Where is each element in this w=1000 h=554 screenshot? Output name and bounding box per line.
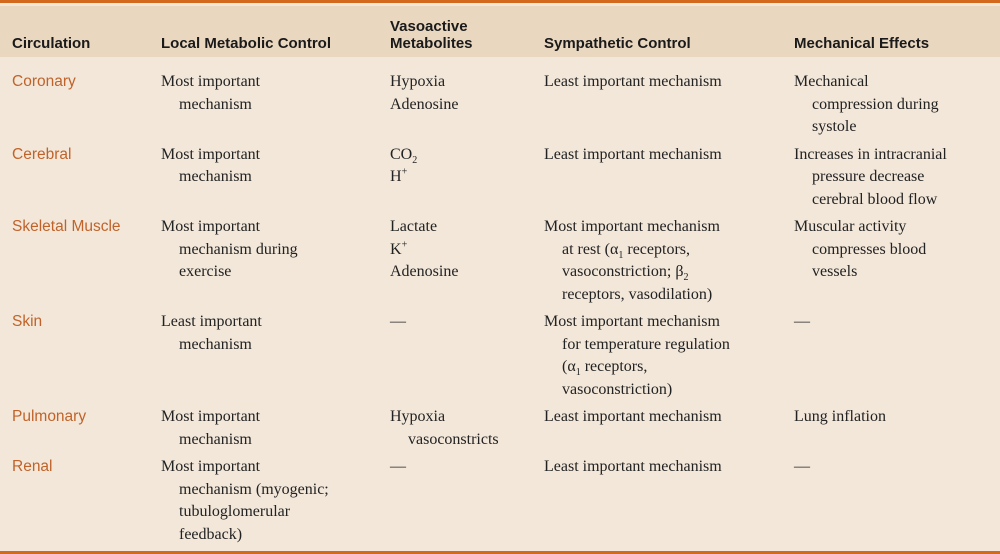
mechanical-cell: Increases in intracranial pressure decrease cerebral blood flow: [794, 145, 947, 208]
circulation-name: Pulmonary: [12, 408, 87, 425]
vaso-metabolites-cell: —: [390, 458, 406, 475]
sympathetic-cell: Most important mechanism at rest ($\alpha_1$ receptors, vasoconstriction; $\beta_2$ receptors, vasodilation): [544, 218, 720, 303]
sympathetic-cell: Least important mechanism: [544, 73, 722, 90]
table-row-skeletal-muscle: [0, 216, 1000, 311]
local-control-cell: Least important mechanism: [161, 313, 262, 353]
circulation-name: Coronary: [12, 73, 76, 90]
local-control-cell: Most important mechanism: [161, 73, 261, 113]
header-mechanical-effects: Mechanical Effects: [794, 35, 930, 52]
mechanical-cell: —: [794, 458, 810, 475]
vaso-metabolites-cell: Hypoxia Adenosine: [390, 73, 459, 113]
local-control-cell: Most important mechanism: [161, 408, 261, 448]
circulation-name: Skeletal Muscle: [12, 218, 121, 235]
header-circulation: Circulation: [12, 35, 91, 52]
header-vaso-line-2: Metabolites: [390, 35, 473, 52]
circulation-control-table: [0, 6, 1000, 551]
table-row-cerebral: [0, 144, 1000, 217]
header-vaso-line-1: Vasoactive: [390, 18, 468, 35]
local-control-cell: Most important mechanism during exercise: [161, 218, 298, 280]
sympathetic-cell: Least important mechanism: [544, 145, 722, 163]
sympathetic-cell: Most important mechanism for temperature regulation ($\alpha_1$ receptors, vasoconstriction): [544, 313, 730, 398]
table-row-skin: [0, 311, 1000, 406]
mechanical-cell: —: [794, 313, 810, 330]
local-control-cell: Most important mechanism (myogenic; tubuloglomerular feedback): [161, 458, 329, 543]
vaso-metabolites-cell: Lactate K+ Adenosine: [390, 218, 459, 280]
vaso-metabolites-cell: $CO_2$ H+: [390, 145, 418, 185]
sympathetic-cell: Least important mechanism: [544, 458, 722, 475]
circulation-name: Renal: [12, 458, 53, 475]
mechanical-cell: Lung inflation: [794, 408, 886, 425]
table-row-pulmonary: [0, 406, 1000, 456]
circulation-name: Cerebral: [12, 145, 72, 163]
mechanical-cell: Muscular activity compresses blood vessels: [794, 218, 927, 280]
mechanical-cell: Mechanical compression during systole: [794, 73, 939, 135]
header-sympathetic-control: Sympathetic Control: [544, 35, 691, 52]
header-vasoactive-metabolites: [390, 6, 544, 57]
circulation-name: Skin: [12, 313, 43, 330]
header-row: [0, 6, 1000, 57]
vaso-metabolites-cell: Hypoxia vasoconstricts: [390, 408, 499, 448]
sympathetic-cell: Least important mechanism: [544, 408, 722, 425]
table-row-renal: [0, 456, 1000, 551]
header-local-metabolic-control: Local Metabolic Control: [161, 35, 332, 52]
vaso-metabolites-cell: —: [390, 313, 406, 330]
table-row-coronary: [0, 57, 1000, 144]
local-control-cell: Most important mechanism: [161, 145, 261, 185]
